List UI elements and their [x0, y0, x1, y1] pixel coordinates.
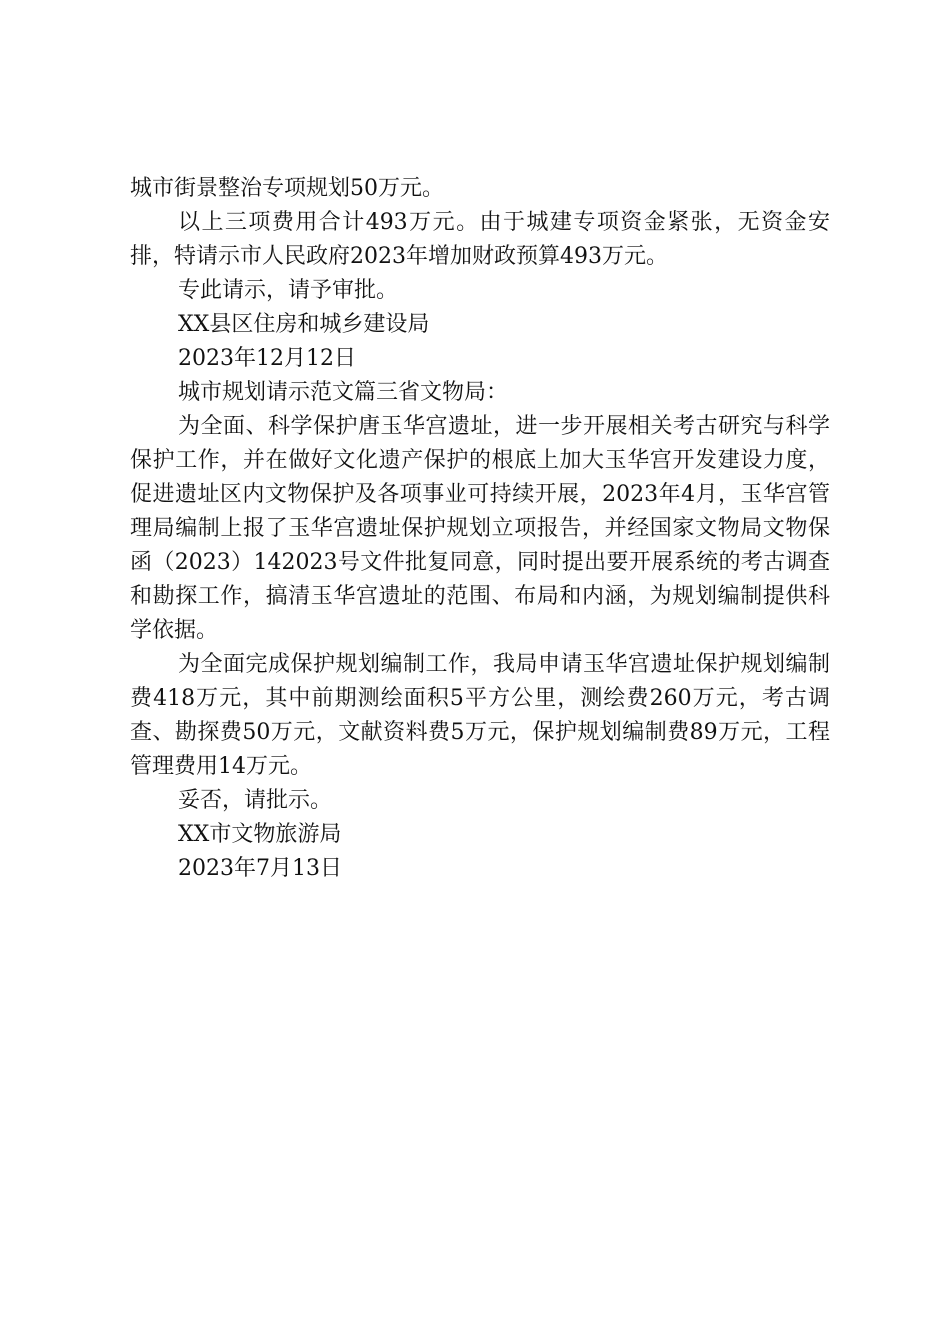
- paragraph-plan-item: 城市街景整治专项规划50万元。: [130, 176, 444, 201]
- signature-date: 2023年7月13日: [178, 856, 342, 881]
- signature-date: 2023年12月12日: [178, 346, 356, 371]
- paragraph-budget: 为全面完成保护规划编制工作，我局申请玉华宫遗址保护规划编制费418万元，其中前期测绘面积5平方公里，测绘费260万元，考古调查、勘探费50万元，文献资料费5万元，保护规划编制费89万元，工程管理费用14万元。: [130, 652, 830, 779]
- paragraph-total-cost: 以上三项费用合计493万元。由于城建专项资金紧张，无资金安排，特请示市人民政府2023年增加财政预算493万元。: [130, 210, 830, 269]
- document-body: [130, 172, 830, 886]
- paragraph-background: 为全面、科学保护唐玉华宫遗址，进一步开展相关考古研究与科学保护工作，并在做好文化遗产保护的根底上加大玉华宫开发建设力度，促进遗址区内文物保护及各项事业可持续开展，2023年4月，玉华宫管理局编制上报了玉华宫遗址保护规划立项报告，并经国家文物局文物保函（2023）142023号文件批复同意，同时提出要开展系统的考古调查和勘探工作，搞清玉华宫遗址的范围、布局和内涵，为规划编制提供科学依据。: [130, 414, 830, 643]
- paragraph-closing: 妥否，请批示。: [178, 788, 333, 813]
- signature-organization: XX市文物旅游局: [178, 822, 342, 847]
- signature-organization: XX县区住房和城乡建设局: [178, 312, 430, 337]
- paragraph-request-approval: 专此请示，请予审批。: [178, 278, 399, 303]
- section-heading: 城市规划请示范文篇三省文物局：: [178, 380, 509, 405]
